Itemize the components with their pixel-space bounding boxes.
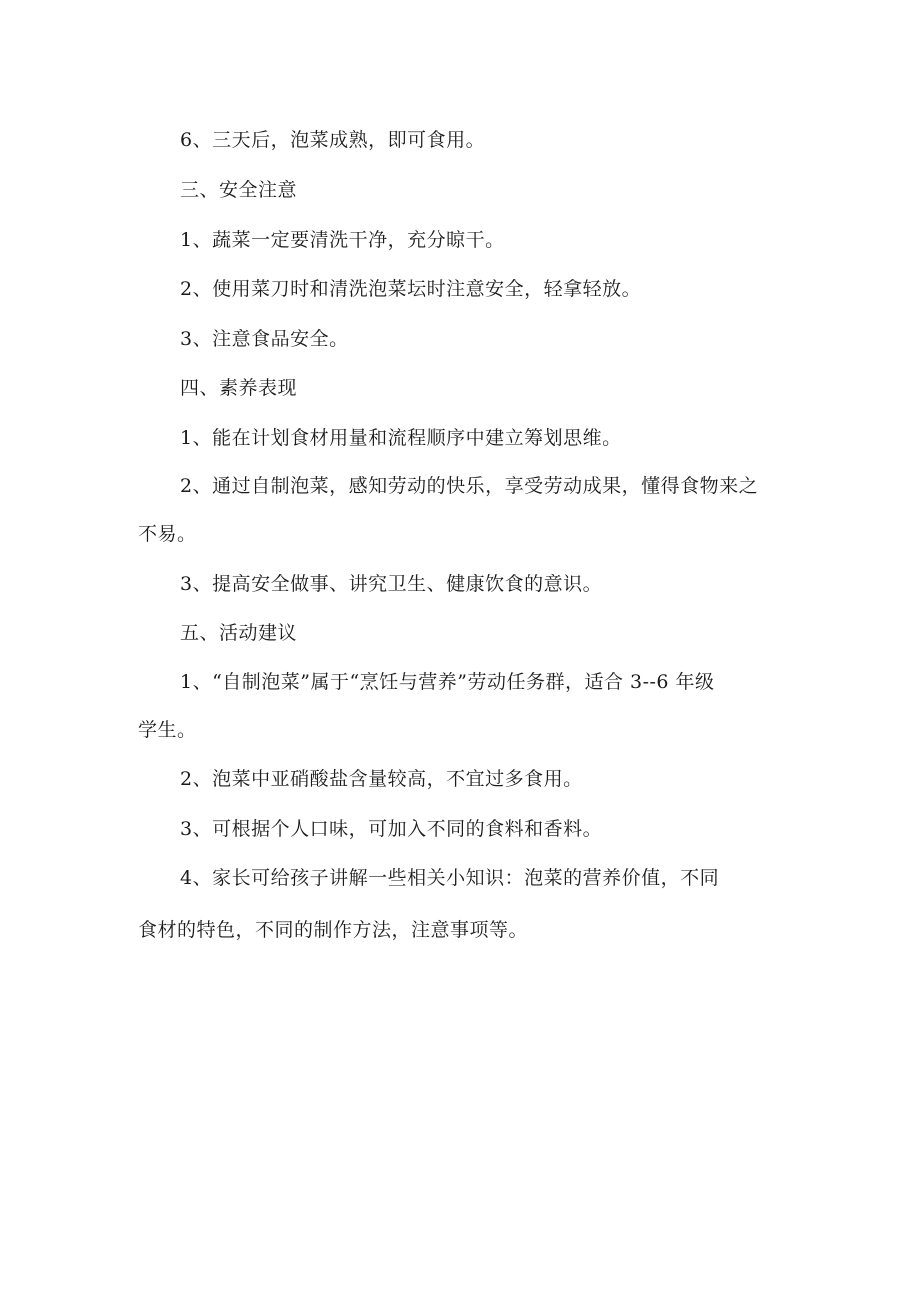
section-heading-literacy: 四、素养表现 (180, 377, 298, 399)
suggestion-item-4-line-2: 食材的特色，不同的制作方法，注意事项等。 (138, 919, 529, 941)
suggestion-item-2: 2、泡菜中亚硝酸盐含量较高，不宜过多食用。 (180, 768, 583, 790)
step-6-ready: 6、三天后，泡菜成熟，即可食用。 (180, 129, 486, 151)
suggestion-item-3: 3、可根据个人口味，可加入不同的食料和香料。 (180, 818, 603, 840)
literacy-item-2-line-2: 不易。 (138, 523, 197, 545)
section-heading-safety: 三、安全注意 (180, 179, 298, 201)
safety-item-2: 2、使用菜刀时和清洗泡菜坛时注意安全，轻拿轻放。 (180, 278, 642, 300)
suggestion-item-1-line-2: 学生。 (138, 719, 197, 741)
literacy-item-1: 1、能在计划食材用量和流程顺序中建立筹划思维。 (180, 427, 622, 449)
safety-item-1: 1、蔬菜一定要清洗干净，充分晾干。 (180, 229, 505, 251)
safety-item-3: 3、注意食品安全。 (180, 328, 349, 350)
literacy-item-2-line-1: 2、通过自制泡菜，感知劳动的快乐，享受劳动成果，懂得食物来之 (180, 475, 759, 497)
suggestion-item-1-line-1: 1、“自制泡菜”属于“烹饪与营养”劳动任务群，适合 3--6 年级 (180, 671, 715, 693)
suggestion-item-4-line-1: 4、家长可给孩子讲解一些相关小知识：泡菜的营养价值，不同 (180, 867, 720, 889)
section-heading-suggestions: 五、活动建议 (180, 622, 298, 644)
literacy-item-3: 3、提高安全做事、讲究卫生、健康饮食的意识。 (180, 573, 603, 595)
